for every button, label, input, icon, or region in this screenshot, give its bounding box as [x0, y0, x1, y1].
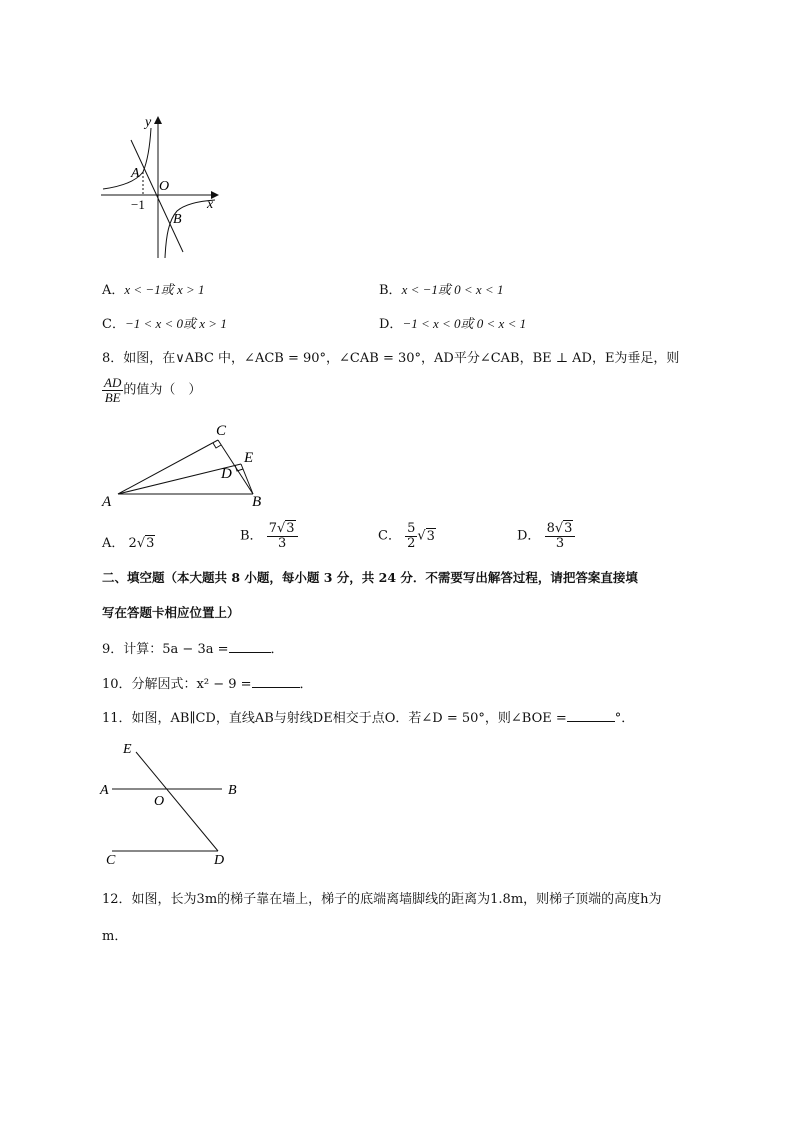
q8-label-c: C — [216, 423, 227, 439]
q8-option-d-frac — [545, 522, 576, 550]
q7-option-b — [379, 279, 503, 298]
q8-option-b-letter: B． — [240, 528, 263, 544]
q7-label-b: B — [173, 212, 182, 227]
q11-figure — [98, 738, 248, 870]
q11-label-c: C — [106, 853, 116, 868]
q9-text: 9．计算：5a − 3a = — [102, 642, 229, 657]
q8-option-b-num-coef: 7 — [268, 521, 277, 536]
q8-option-d-letter: D． — [517, 528, 541, 544]
q8-option-c-den: 2 — [407, 535, 416, 551]
q11-label-a: A — [100, 783, 109, 798]
q11-label-d: D — [214, 853, 225, 868]
q7-label-neg1: −1 — [131, 197, 145, 212]
q7-option-a — [102, 279, 205, 298]
q8-figure — [98, 420, 278, 512]
q11-label-o: O — [154, 794, 165, 809]
q8-option-b-den: 3 — [277, 535, 287, 551]
q7-label-x: x — [207, 197, 214, 212]
section2-heading-line1: 二、填空题（本大题共 8 小题，每小题 3 分，共 24 分．不需要写出解答过程，请把答案直接填 — [102, 570, 638, 585]
q7-option-c — [102, 313, 227, 332]
q8-option-a-coef: 2 — [128, 536, 137, 551]
q8-stem-second-line — [102, 376, 201, 404]
q8-option-d — [517, 522, 575, 550]
q8-stem: 8．如图，在∨ABC 中，∠ACB = 90°，∠CAB = 30°，AD平分∠CAB，BE ⊥ AD，E为垂足，则 — [102, 351, 680, 366]
q7-option-a-letter: A． — [102, 283, 125, 298]
q7-option-b-letter: B． — [379, 283, 402, 298]
q8-option-b-num-rad: 3 — [286, 521, 295, 536]
q7-label-o: O — [159, 179, 170, 194]
q7-option-d-text: −1 < x < 0或 0 < x < 1 — [402, 316, 527, 331]
q11-line — [102, 707, 634, 726]
q8-option-c-num: 5 — [407, 521, 416, 536]
q9-answer-blank[interactable] — [229, 642, 271, 653]
q10-text: 10．分解因式：x² − 9 = — [102, 677, 252, 692]
q10-answer-blank[interactable] — [252, 677, 300, 688]
q8-label-b: B — [252, 494, 262, 510]
q8-option-b-sqrt-icon: √ — [276, 521, 286, 536]
q7-option-c-letter: C． — [102, 317, 125, 332]
q8-option-a — [102, 532, 155, 551]
q7-option-a-text: x < −1或 x > 1 — [124, 282, 205, 297]
q8-option-c-letter: C． — [378, 528, 401, 544]
q7-option-d — [379, 313, 526, 332]
q8-option-a-sqrt-icon: √ — [136, 536, 146, 551]
q8-option-c — [378, 522, 436, 550]
q8-option-b — [240, 522, 298, 550]
q8-option-c-frac — [405, 522, 417, 550]
q11-label-e: E — [123, 742, 132, 757]
q8-stem-tail: 的值为（ ） — [123, 382, 202, 398]
q8-frac-den: BE — [104, 389, 121, 405]
q9-end: ． — [270, 642, 284, 657]
q9-line — [102, 638, 284, 657]
q11-label-b: B — [228, 783, 237, 798]
q11-answer-blank[interactable] — [567, 711, 615, 722]
q8-label-e: E — [244, 450, 254, 466]
q8-option-a-rad: 3 — [146, 536, 155, 551]
q8-option-c-sqrt-icon: √ — [417, 528, 426, 544]
q12-line2: m． — [102, 929, 128, 944]
q8-option-d-num-coef: 8 — [546, 521, 555, 536]
q7-label-y: y — [145, 115, 152, 130]
q8-option-d-sqrt-icon: √ — [554, 521, 564, 536]
q8-option-b-frac — [267, 522, 298, 550]
q10-end: ． — [299, 677, 313, 692]
q10-line — [102, 673, 313, 692]
q11-end: °． — [614, 711, 635, 726]
q8-option-d-den: 3 — [555, 535, 565, 551]
q7-option-d-letter: D． — [379, 317, 403, 332]
q7-option-b-text: x < −1或 0 < x < 1 — [401, 282, 504, 297]
q8-fraction — [102, 376, 123, 404]
q11-text: 11．如图，AB∥CD，直线AB与射线DE相交于点O．若∠D = 50°，则∠BOE = — [102, 711, 567, 726]
q7-label-a: A — [131, 166, 140, 181]
q8-option-c-rad: 3 — [426, 528, 435, 544]
section2-heading-line2: 写在答题卡相应位置上） — [102, 605, 240, 620]
q8-label-d: D — [221, 466, 232, 482]
q7-option-c-text: −1 < x < 0或 x > 1 — [124, 316, 227, 331]
q12-line1: 12．如图，长为3m的梯子靠在墙上，梯子的底端离墙脚线的距离为1.8m，则梯子顶端的高度h为 — [102, 892, 662, 907]
q8-option-a-letter: A． — [102, 536, 125, 551]
q7-graph — [95, 110, 225, 260]
q8-option-d-num-rad: 3 — [564, 521, 573, 536]
q8-label-a: A — [102, 494, 112, 510]
q8-frac-num: AD — [104, 375, 122, 390]
